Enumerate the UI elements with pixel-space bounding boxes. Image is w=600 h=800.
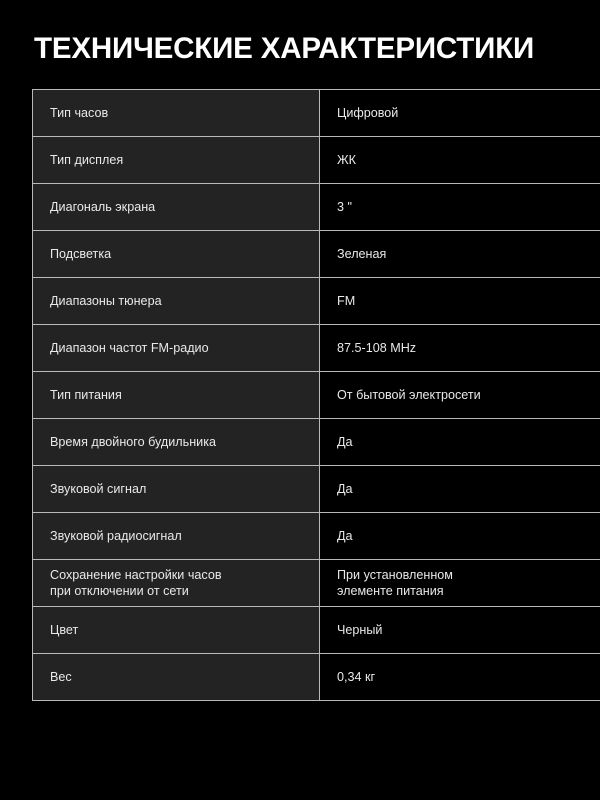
spec-value-line: ЖК xyxy=(337,153,356,167)
spec-value-line: Цифровой xyxy=(337,106,399,120)
spec-value-line: Зеленая xyxy=(337,247,387,261)
table-row xyxy=(33,231,600,278)
spec-label-line: Время двойного будильника xyxy=(50,435,216,449)
spec-value-cell xyxy=(320,90,600,137)
spec-value-cell xyxy=(320,560,600,607)
spec-label-line: Тип питания xyxy=(50,388,122,402)
spec-value-line: 0,34 кг xyxy=(337,670,376,684)
spec-label-cell xyxy=(33,419,320,466)
specifications-table xyxy=(32,89,600,701)
spec-value-line: FM xyxy=(337,294,356,308)
spec-label-line: Сохранение настройки часов xyxy=(50,568,222,582)
spec-label-line: Диапазон частот FM-радио xyxy=(50,341,209,355)
specifications-table-body xyxy=(33,90,600,701)
spec-label-cell xyxy=(33,654,320,701)
spec-label-cell xyxy=(33,184,320,231)
spec-value-line: Черный xyxy=(337,623,383,637)
spec-value-line: Да xyxy=(337,482,353,496)
spec-value-line: Да xyxy=(337,435,353,449)
spec-label-line: Тип дисплея xyxy=(50,153,124,167)
spec-value-cell xyxy=(320,231,600,278)
table-row xyxy=(33,466,600,513)
spec-label-cell xyxy=(33,90,320,137)
table-row xyxy=(33,607,600,654)
table-row xyxy=(33,90,600,137)
spec-label-cell xyxy=(33,607,320,654)
table-row xyxy=(33,184,600,231)
spec-label-line: Звуковой сигнал xyxy=(50,482,147,496)
spec-value-cell xyxy=(320,654,600,701)
spec-label-line: Диапазоны тюнера xyxy=(50,294,162,308)
spec-label-cell xyxy=(33,372,320,419)
spec-value-cell xyxy=(320,137,600,184)
spec-label-line: Подсветка xyxy=(50,247,112,261)
page-title: ТЕХНИЧЕСКИЕ ХАРАКТЕРИСТИКИ xyxy=(34,32,535,65)
spec-label-line: Диагональ экрана xyxy=(50,200,156,214)
spec-value-cell xyxy=(320,325,600,372)
spec-value-line: 3 " xyxy=(337,200,352,214)
table-row xyxy=(33,325,600,372)
table-row xyxy=(33,654,600,701)
spec-value-cell xyxy=(320,278,600,325)
spec-label-line: Цвет xyxy=(50,623,79,637)
spec-value-line: 87.5-108 MHz xyxy=(337,341,417,355)
spec-value-line: При установленном xyxy=(337,568,453,582)
spec-value-line: элементе питания xyxy=(337,584,444,598)
table-row xyxy=(33,419,600,466)
spec-value-cell xyxy=(320,513,600,560)
spec-value-cell xyxy=(320,372,600,419)
spec-label-line: Тип часов xyxy=(50,106,109,120)
spec-value-cell xyxy=(320,419,600,466)
spec-value-line: От бытовой электросети xyxy=(337,388,481,402)
spec-label-cell xyxy=(33,137,320,184)
spec-label-cell xyxy=(33,513,320,560)
spec-value-cell xyxy=(320,607,600,654)
spec-label-line: Звуковой радиосигнал xyxy=(50,529,182,543)
spec-label-cell xyxy=(33,325,320,372)
table-row xyxy=(33,137,600,184)
spec-label-cell xyxy=(33,278,320,325)
table-row xyxy=(33,513,600,560)
spec-label-cell xyxy=(33,466,320,513)
spec-value-cell xyxy=(320,184,600,231)
table-row xyxy=(33,560,600,607)
table-row xyxy=(33,372,600,419)
spec-value-line: Да xyxy=(337,529,353,543)
spec-label-cell xyxy=(33,560,320,607)
spec-label-line: при отключении от сети xyxy=(50,584,189,598)
spec-label-line: Вес xyxy=(50,670,72,684)
spec-label-cell xyxy=(33,231,320,278)
spec-value-cell xyxy=(320,466,600,513)
table-row xyxy=(33,278,600,325)
